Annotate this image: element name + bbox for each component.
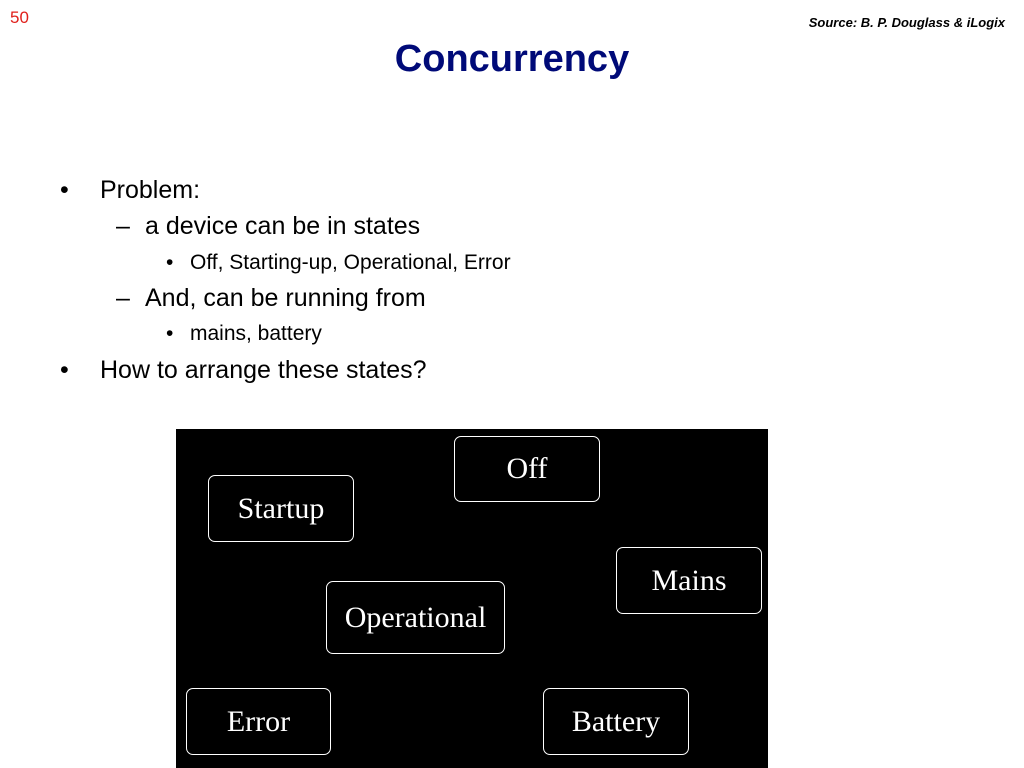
dash-marker: – [116,212,130,240]
source-citation: Source: B. P. Douglass & iLogix [808,15,1005,30]
bullet-power-list: mains, battery [190,322,322,345]
bullet-marker: • [60,356,69,384]
bullet-problem: Problem: [100,176,201,204]
bullet-power-intro: And, can be running from [145,284,426,312]
dash-marker: – [116,284,130,312]
state-off: Off [454,436,600,502]
state-diagram [176,429,768,768]
sub-bullet-marker: • [166,322,174,345]
state-battery: Battery [543,688,689,755]
state-mains: Mains [616,547,762,614]
state-error: Error [186,688,331,755]
bullet-marker: • [60,176,69,204]
bullet-states-list: Off, Starting-up, Operational, Error [190,251,511,274]
bullet-states-intro: a device can be in states [145,212,421,240]
state-startup: Startup [208,475,354,542]
bullet-question: How to arrange these states? [100,356,427,384]
sub-bullet-marker: • [166,251,174,274]
slide-title: Concurrency [394,38,630,80]
page-number: 50 [10,8,29,27]
state-operational: Operational [326,581,505,654]
